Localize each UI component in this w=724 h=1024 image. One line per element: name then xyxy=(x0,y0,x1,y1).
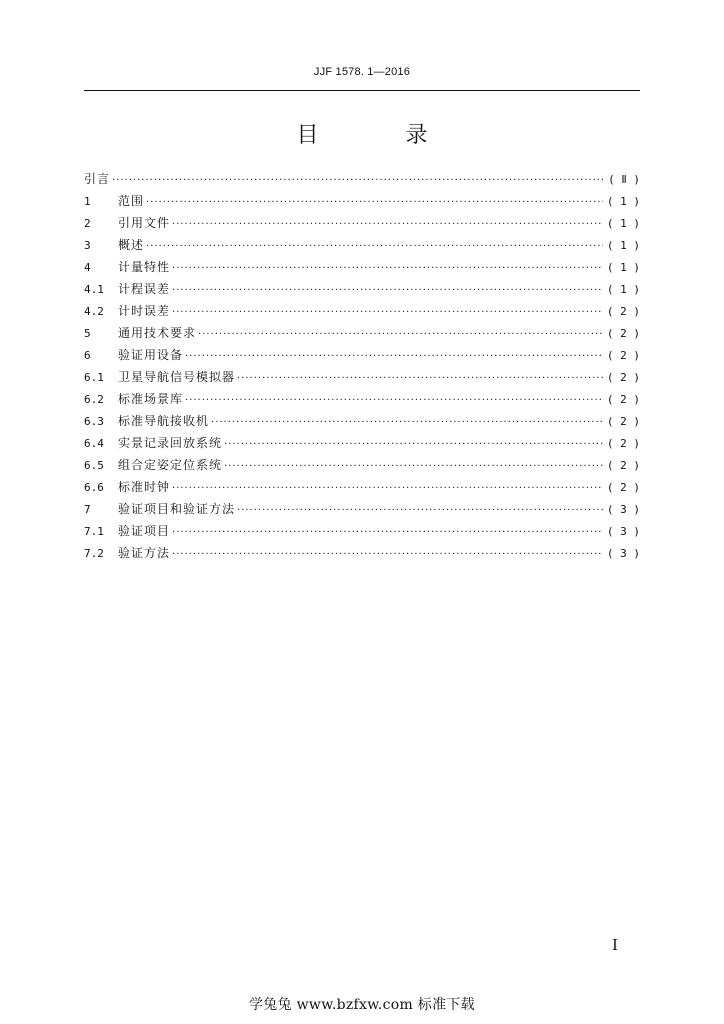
toc-entry-title: 验证项目和验证方法 xyxy=(118,502,236,516)
toc-dot-leader xyxy=(237,500,603,522)
toc-dot-leader xyxy=(172,280,603,302)
toc-entry-page: ( 3 ) xyxy=(606,525,640,538)
toc-entry-number: 6.5 xyxy=(84,459,104,472)
toc-entry[interactable] xyxy=(84,454,640,476)
header-rule xyxy=(84,90,640,91)
toc-entry-number: 7 xyxy=(84,503,91,516)
toc-entry-number: 1 xyxy=(84,195,91,208)
toc-entry-page: ( 1 ) xyxy=(606,195,640,208)
toc-entry-number: 7.2 xyxy=(84,547,104,560)
toc-entry-number: 6.2 xyxy=(84,393,104,406)
table-of-contents xyxy=(84,168,640,564)
toc-entry-number: 5 xyxy=(84,327,91,340)
toc-entry-page: ( 2 ) xyxy=(606,393,640,406)
toc-dot-leader xyxy=(172,522,603,544)
toc-entry-title: 计程误差 xyxy=(118,282,171,296)
toc-entry-page: ( 3 ) xyxy=(606,503,640,516)
toc-entry-page: ( 1 ) xyxy=(606,283,640,296)
toc-entry[interactable] xyxy=(84,366,640,388)
toc-dot-leader xyxy=(185,346,603,368)
toc-entry-title: 卫星导航信号模拟器 xyxy=(118,370,236,384)
toc-entry-page: ( 2 ) xyxy=(606,305,640,318)
toc-dot-leader xyxy=(146,192,603,214)
toc-dot-leader xyxy=(172,544,603,566)
toc-entry[interactable] xyxy=(84,278,640,300)
toc-entry[interactable] xyxy=(84,542,640,564)
toc-entry-page: ( 1 ) xyxy=(606,239,640,252)
toc-entry-number: 4 xyxy=(84,261,91,274)
toc-entry-number: 7.1 xyxy=(84,525,104,538)
toc-entry-title: 标准场景库 xyxy=(118,392,184,406)
toc-entry-page: ( 2 ) xyxy=(606,459,640,472)
toc-entry-page: ( Ⅱ ) xyxy=(608,173,640,186)
toc-dot-leader xyxy=(172,478,603,500)
toc-entry-title: 标准导航接收机 xyxy=(118,414,210,428)
toc-entry[interactable] xyxy=(84,344,640,366)
toc-dot-leader xyxy=(146,236,603,258)
toc-entry-title: 计时误差 xyxy=(118,304,171,318)
toc-dot-leader xyxy=(172,258,603,280)
toc-title: 目 录 xyxy=(296,123,468,148)
toc-entry-page: ( 2 ) xyxy=(606,437,640,450)
toc-dot-leader xyxy=(198,324,603,346)
toc-dot-leader xyxy=(112,170,604,192)
toc-entry-page: ( 2 ) xyxy=(606,349,640,362)
toc-entry-title: 计量特性 xyxy=(118,260,171,274)
toc-entry-title: 验证用设备 xyxy=(118,348,184,362)
toc-entry-page: ( 2 ) xyxy=(606,415,640,428)
footer-watermark: 学兔兔 www.bzfxw.com 标准下载 xyxy=(249,997,475,1013)
toc-entry-title: 标准时钟 xyxy=(118,480,171,494)
toc-entry-title: 范围 xyxy=(118,194,145,208)
toc-entry[interactable] xyxy=(84,476,640,498)
toc-entry-title: 通用技术要求 xyxy=(118,326,197,340)
toc-dot-leader xyxy=(172,214,603,236)
document-code-header: JJF 1578. 1—2016 xyxy=(313,66,411,78)
toc-entry[interactable] xyxy=(84,300,640,322)
toc-entry-title: 实景记录回放系统 xyxy=(118,436,223,450)
toc-entry-number: 3 xyxy=(84,239,91,252)
toc-entry[interactable] xyxy=(84,190,640,212)
toc-entry-number: 4.1 xyxy=(84,283,104,296)
toc-entry-page: ( 2 ) xyxy=(606,327,640,340)
toc-entry-number: 6.6 xyxy=(84,481,104,494)
toc-entry-title: 概述 xyxy=(118,238,145,252)
page-number: I xyxy=(612,936,618,954)
toc-entry-number: 6 xyxy=(84,349,91,362)
toc-entry-page: ( 1 ) xyxy=(606,261,640,274)
toc-entry[interactable] xyxy=(84,212,640,234)
toc-dot-leader xyxy=(237,368,603,390)
toc-entry-title: 验证方法 xyxy=(118,546,171,560)
toc-dot-leader xyxy=(224,434,603,456)
toc-entry-title: 引言 xyxy=(84,172,111,186)
toc-entry[interactable] xyxy=(84,388,640,410)
toc-dot-leader xyxy=(185,390,603,412)
toc-entry[interactable] xyxy=(84,432,640,454)
toc-entry-title: 组合定姿定位系统 xyxy=(118,458,223,472)
toc-entry-number: 6.3 xyxy=(84,415,104,428)
toc-dot-leader xyxy=(211,412,603,434)
toc-entry-number: 6.1 xyxy=(84,371,104,384)
toc-entry[interactable] xyxy=(84,168,640,190)
toc-entry-page: ( 2 ) xyxy=(606,481,640,494)
toc-entry[interactable] xyxy=(84,410,640,432)
toc-entry-title: 引用文件 xyxy=(118,216,171,230)
toc-entry[interactable] xyxy=(84,234,640,256)
toc-entry[interactable] xyxy=(84,498,640,520)
toc-dot-leader xyxy=(224,456,603,478)
toc-entry-number: 4.2 xyxy=(84,305,104,318)
toc-entry-page: ( 2 ) xyxy=(606,371,640,384)
toc-entry-page: ( 1 ) xyxy=(606,217,640,230)
toc-entry-number: 2 xyxy=(84,217,91,230)
toc-entry[interactable] xyxy=(84,520,640,542)
toc-entry-number: 6.4 xyxy=(84,437,104,450)
toc-entry-page: ( 3 ) xyxy=(606,547,640,560)
toc-entry[interactable] xyxy=(84,322,640,344)
toc-entry-title: 验证项目 xyxy=(118,524,171,538)
toc-dot-leader xyxy=(172,302,603,324)
toc-entry[interactable] xyxy=(84,256,640,278)
